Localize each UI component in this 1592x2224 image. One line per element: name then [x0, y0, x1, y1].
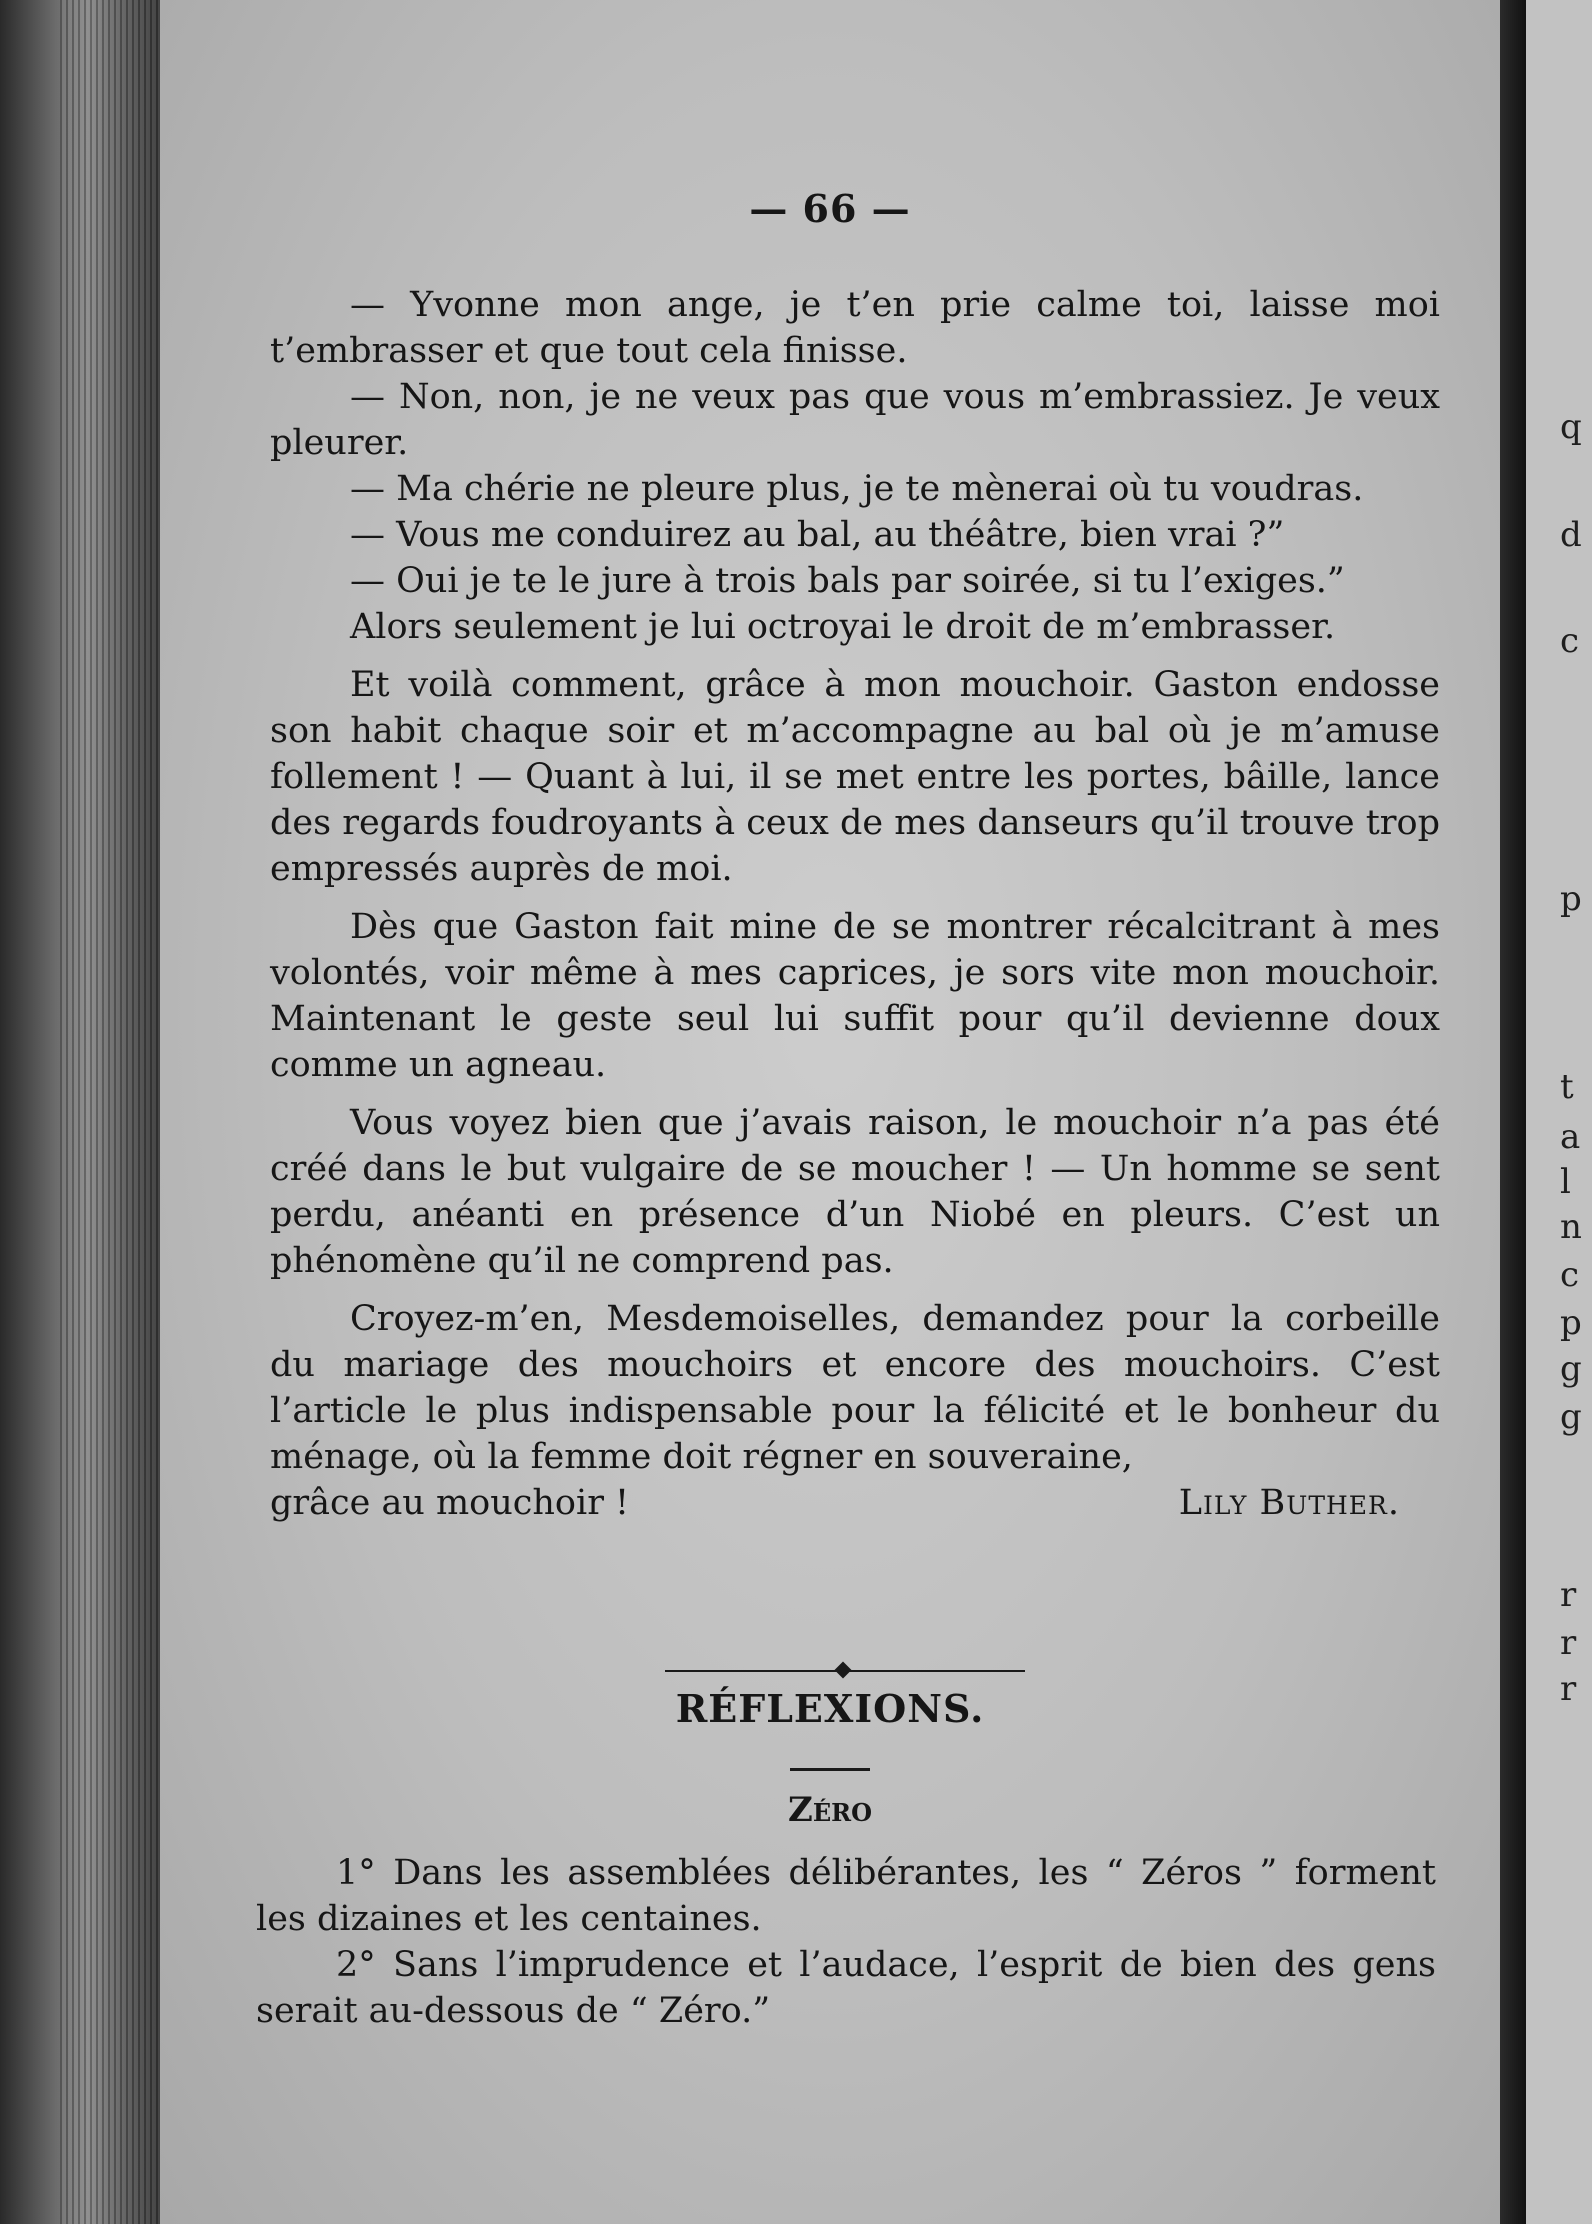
- facing-page-fragment: r: [1560, 1575, 1577, 1615]
- paragraph: — Vous me conduirez au bal, au théâtre, bien vrai ?”: [350, 515, 1285, 555]
- paragraph: Vous voyez bien que j’avais raison, le mouchoir n’a pas été créé dans le but vulgaire de se moucher ! — Un homme se sent perdu, anéanti en présence d’un Niobé en pleurs. C’est un phénomène qu’il ne comprend pas.: [270, 1103, 1440, 1281]
- paragraph: — Ma chérie ne pleure plus, je te mènerai où tu voudras.: [350, 469, 1364, 509]
- closing-text: grâce au mouchoir !: [270, 1483, 630, 1523]
- facing-page-fragment: p: [1560, 879, 1582, 919]
- facing-page-fragment: c: [1560, 621, 1580, 661]
- paragraph: — Yvonne mon ange, je t’en prie calme toi, laisse moi t’embrasser et que tout cela finisse.: [270, 285, 1440, 371]
- paragraph: — Non, non, je ne veux pas que vous m’embrassiez. Je veux pleurer.: [270, 377, 1440, 463]
- facing-page-fragment: r: [1560, 1669, 1577, 1709]
- facing-page-fragment: l: [1560, 1162, 1571, 1202]
- section-subheading: Zéro: [788, 1790, 872, 1830]
- facing-page-edge: [1526, 0, 1592, 2224]
- reflections-body: [256, 1850, 1436, 2034]
- ornamental-divider: [665, 1664, 1025, 1678]
- reflection-item: 2° Sans l’imprudence et l’audace, l’esprit de bien des gens serait au-dessous de “ Zéro.”: [256, 1945, 1436, 2031]
- facing-page-fragment: n: [1560, 1207, 1582, 1247]
- divider-diamond: [835, 1662, 852, 1679]
- paragraph: — Oui je te le jure à trois bals par soirée, si tu l’exiges.”: [350, 561, 1345, 601]
- facing-page-fragment: p: [1560, 1303, 1582, 1343]
- page-body: [270, 282, 1440, 1526]
- facing-page-fragment: t: [1560, 1067, 1574, 1107]
- section-heading: RÉFLEXIONS.: [675, 1686, 985, 1731]
- page-number: — 66 —: [749, 186, 911, 231]
- paragraph: Croyez-m’en, Mesdemoiselles, demandez pour la corbeille du mariage des mouchoirs et encore des mouchoirs. C’est l’article le plus indispensable pour la félicité et le bonheur du ménage, où la femme doit régner en souveraine,: [270, 1299, 1440, 1477]
- facing-page-fragment: g: [1560, 1349, 1582, 1389]
- book-page: [160, 0, 1500, 2224]
- facing-page-fragment: c: [1560, 1255, 1580, 1295]
- closing-line: [270, 1480, 1440, 1526]
- paragraph: Et voilà comment, grâce à mon mouchoir. Gaston endosse son habit chaque soir et m’accompagne au bal où je m’amuse follement ! — Quant à lui, il se met entre les portes, bâille, lance des regards foudroyants à ceux de mes danseurs qu’il trouve trop empressés auprès de moi.: [270, 665, 1440, 889]
- facing-page-fragment: a: [1560, 1117, 1581, 1157]
- paragraph: Dès que Gaston fait mine de se montrer récalcitrant à mes volontés, voir même à mes caprices, je sors vite mon mouchoir. Maintenant le geste seul lui suffit pour qu’il devienne doux comme un agneau.: [270, 907, 1440, 1085]
- paragraph: Alors seulement je lui octroyai le droit de m’embrasser.: [350, 607, 1336, 647]
- facing-page-fragment: r: [1560, 1623, 1577, 1663]
- facing-page-fragment: d: [1560, 515, 1582, 555]
- heading-rule: [790, 1768, 870, 1771]
- facing-page-fragment: q: [1560, 407, 1582, 447]
- book-binding: [0, 0, 160, 2224]
- book-gutter: [1500, 0, 1526, 2224]
- page-edges: [60, 0, 160, 2224]
- reflection-item: 1° Dans les assemblées délibérantes, les “ Zéros ” forment les dizaines et les centaines.: [256, 1853, 1436, 1939]
- author-signature: Lily Buther.: [1178, 1483, 1400, 1523]
- facing-page-fragment: g: [1560, 1397, 1582, 1437]
